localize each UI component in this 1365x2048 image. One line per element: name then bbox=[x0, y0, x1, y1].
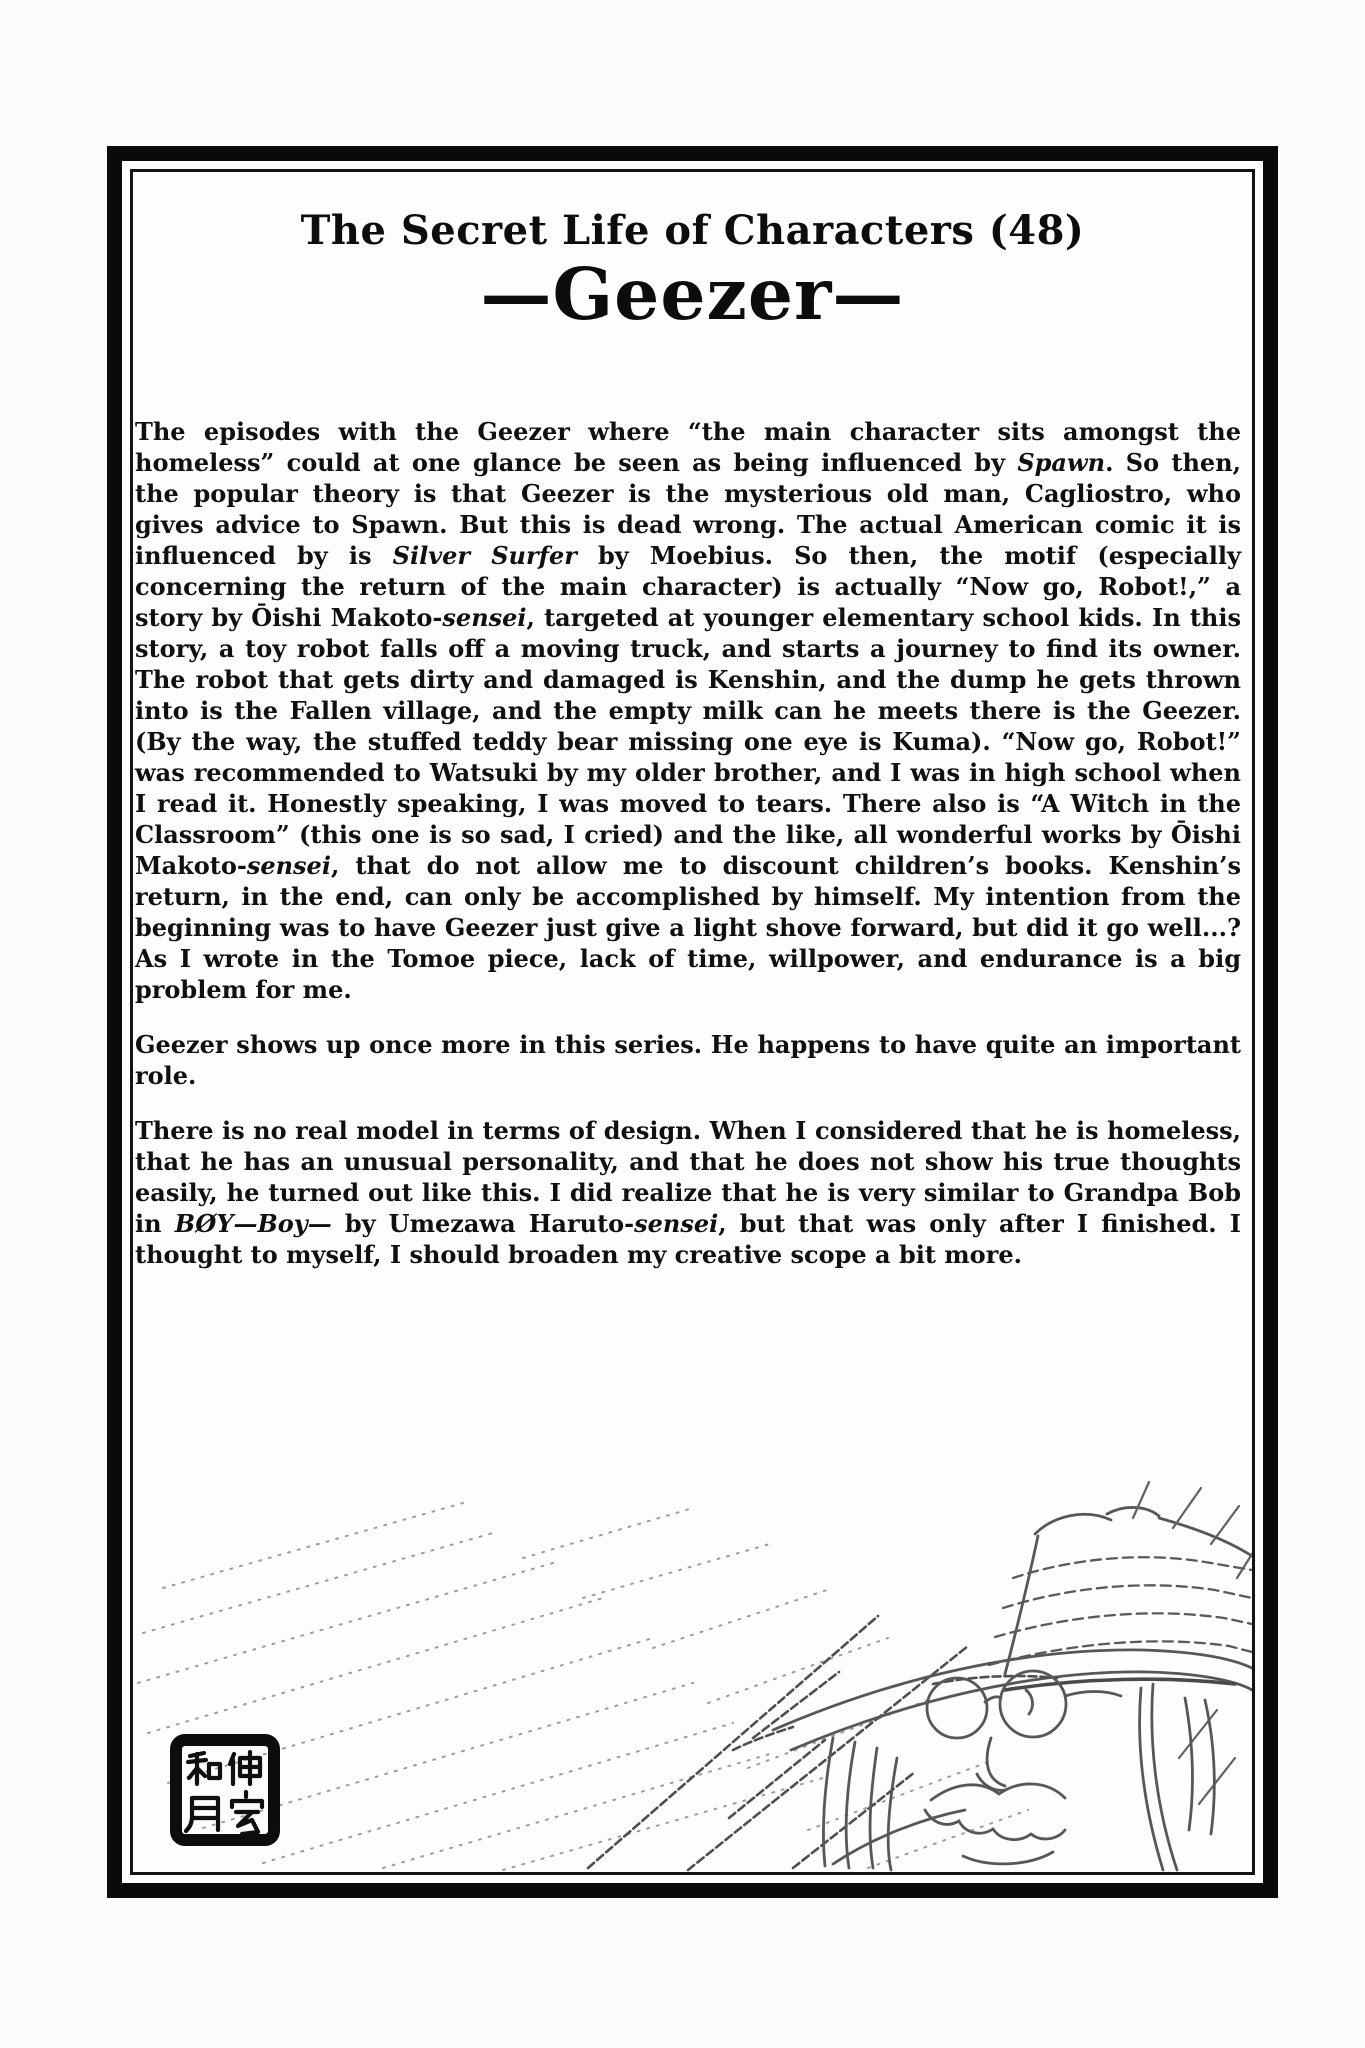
italic-text-run: sensei bbox=[442, 603, 527, 632]
italic-text-run: sensei bbox=[246, 851, 331, 880]
italic-text-run: Silver Surfer bbox=[392, 541, 577, 570]
text-run: , but that was only after I finished. I thought to myself, I should broaden my creative scope a bit more. bbox=[135, 1209, 1242, 1269]
paragraph bbox=[135, 1115, 1241, 1270]
artist-seal-stamp bbox=[168, 1732, 282, 1848]
body-text bbox=[135, 416, 1241, 1294]
sketch-area bbox=[133, 1438, 1252, 1872]
geezer-sketch bbox=[133, 1438, 1252, 1872]
outer-border-frame bbox=[107, 146, 1278, 1898]
text-run: Geezer shows up once more in this series. He happens to have quite an important role. bbox=[135, 1030, 1241, 1090]
glasses-left-lens bbox=[927, 1678, 987, 1738]
mouth bbox=[963, 1852, 1053, 1864]
text-run: , targeted at younger elementary school kids. In this story, a toy robot falls off a moving truck, and starts a journey to find its owner. The robot that gets dirty and damaged is Kenshin, and the dump he gets thrown into is the Fallen village, and the empty milk can he meets there is the Geezer. (By the way, the stuffed teddy bear missing one eye is Kuma). “Now go, Robot!” was recommended to Watsuki by my older brother, and I was in high school when I read it. Honestly speaking, I was moved to tears. There also is “A Witch in the Classroom” (this one is so sad, I cried) and the like, all wonderful works by Ōishi Makoto- bbox=[135, 603, 1241, 880]
seal-kanji-hiro bbox=[232, 1792, 262, 1834]
text-run: . So then, the popular theory is that Geezer is the mysterious old man, Cagliostro, who gives advice to Spawn. But this is dead wrong. The actual American comic it is influenced by is bbox=[135, 448, 1241, 570]
eye-mark bbox=[1026, 1690, 1033, 1714]
artist-seal bbox=[168, 1732, 282, 1848]
dark-pencil-strokes bbox=[588, 1616, 968, 1870]
character-name-title: —Geezer— bbox=[480, 252, 905, 336]
seal-kanji-tsuki bbox=[186, 1798, 218, 1831]
title-block bbox=[133, 208, 1252, 336]
text-run: , that do not allow me to discount children’s books. Kenshin’s return, in the end, can only be accomplished by himself. My intention from the beginning was to have Geezer just give a light shove forward, but did it go well...? As I wrote in the Tomoe piece, lack of time, willpower, and endurance is a big problem for me. bbox=[135, 851, 1241, 1004]
italic-text-run: sensei bbox=[634, 1209, 719, 1238]
mustache bbox=[925, 1784, 1065, 1840]
shoulder-stroke bbox=[833, 1810, 965, 1864]
nose bbox=[977, 1738, 1005, 1790]
paragraph bbox=[135, 416, 1241, 1005]
glasses-bridge bbox=[985, 1697, 1001, 1702]
text-run: There is no real model in terms of design. When I considered that he is homeless, that he has an unusual personality, and that he does not show his true thoughts easily, he turned out like this. I did realize that he is very similar to Grandpa Bob in bbox=[135, 1116, 1241, 1238]
italic-text-run: BØY—Boy— bbox=[174, 1209, 332, 1238]
jaw-line bbox=[1140, 1684, 1177, 1870]
paragraph bbox=[135, 1029, 1241, 1091]
text-run: by Moebius. So then, the motif (especially concerning the return of the main character) is actually “Now go, Robot!,” a story by Ōishi Makoto- bbox=[135, 541, 1241, 632]
seal-kanji-shin bbox=[230, 1752, 260, 1784]
italic-text-run: Spawn bbox=[1017, 448, 1106, 477]
seal-kanji-wa bbox=[188, 1753, 220, 1784]
glasses-temple bbox=[1065, 1692, 1121, 1697]
text-run: by Umezawa Haruto- bbox=[331, 1209, 635, 1238]
text-run: The episodes with the Geezer where “the main character sits amongst the homeless” could at one glance be seen as being influenced by bbox=[135, 417, 1241, 477]
geezer-face bbox=[823, 1671, 1214, 1870]
inner-border-frame bbox=[130, 169, 1255, 1875]
page-title: The Secret Life of Characters (48) bbox=[300, 207, 1085, 254]
straw-hat bbox=[733, 1507, 1252, 1750]
